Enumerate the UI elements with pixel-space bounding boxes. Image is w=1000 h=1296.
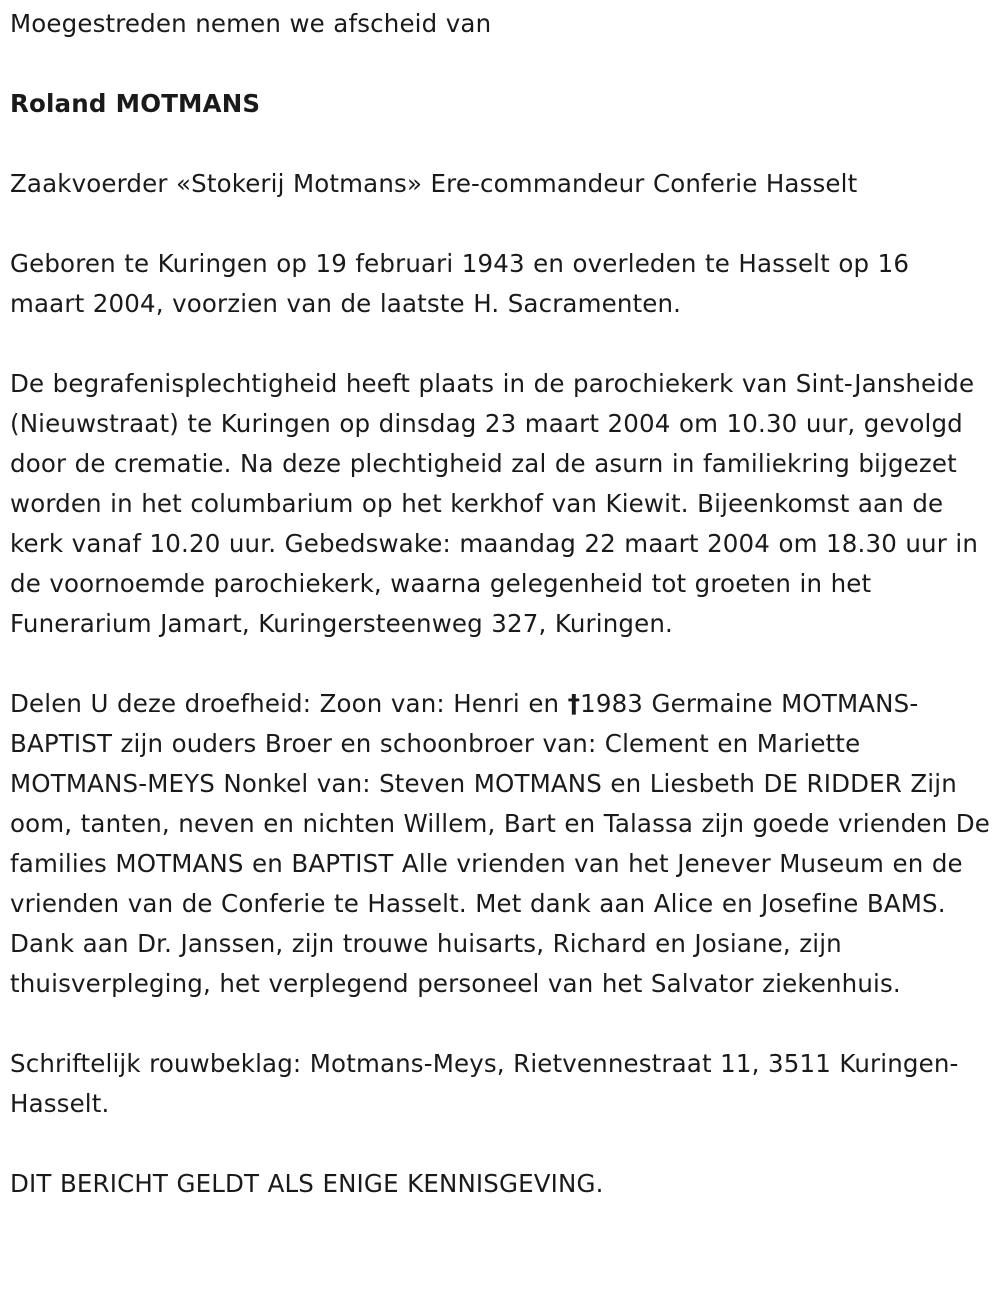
mourners-paragraph — [10, 684, 990, 1004]
condolence-address: Schriftelijk rouwbeklag: Motmans-Meys, Rietvennestraat 11, 3511 Kuringen-Hasselt. — [10, 1049, 959, 1118]
occupation-line: Zaakvoerder «Stokerij Motmans» Ere-commandeur Conferie Hasselt — [10, 169, 858, 198]
cross-icon: † — [567, 689, 581, 718]
funeral-paragraph: De begrafenisplechtigheid heeft plaats in de parochiekerk van Sint-Jansheide (Nieuwstraat) te Kuringen op dinsdag 23 maart 2004 om 10.30 uur, gevolgd door de crematie. Na deze plechtigheid zal de asurn in familiekring bijgezet worden in het columbarium op het kerkhof van Kiewit. Bijeenkomst aan de kerk vanaf 10.20 uur. Gebedswake: maandag 22 maart 2004 om 18.30 uur in de voornoemde parochiekerk, waarna gelegenheid tot groeten in het Funerarium Jamart, Kuringersteenweg 327, Kuringen. — [10, 369, 979, 638]
intro-line: Moegestreden nemen we afscheid van — [10, 9, 492, 38]
mourners-text-rest: 1983 Germaine MOTMANS-BAPTIST zijn ouders Broer en schoonbroer van: Clement en Mariette MOTMANS-MEYS Nonkel van: Steven MOTMANS en Liesbeth DE RIDDER Zijn oom, tanten, neven en nichten Willem, Bart en Talassa zijn goede vrienden De families MOTMANS en BAPTIST Alle vrienden van het Jenever Museum en de vrienden van de Conferie te Hasselt. Met dank aan Alice en Josefine BAMS. Dank aan Dr. Janssen, zijn trouwe huisarts, Richard en Josiane, zijn thuisverpleging, het verplegend personeel van het Salvator ziekenhuis. — [10, 689, 991, 998]
birth-death-paragraph: Geboren te Kuringen op 19 februari 1943 en overleden te Hasselt op 16 maart 2004, voorzien van de laatste H. Sacramenten. — [10, 249, 910, 318]
mourners-text-start: Delen U deze droefheid: Zoon van: Henri en — [10, 689, 560, 718]
notice-line: DIT BERICHT GELDT ALS ENIGE KENNISGEVING. — [10, 1169, 604, 1198]
deceased-name: Roland MOTMANS — [10, 89, 261, 118]
